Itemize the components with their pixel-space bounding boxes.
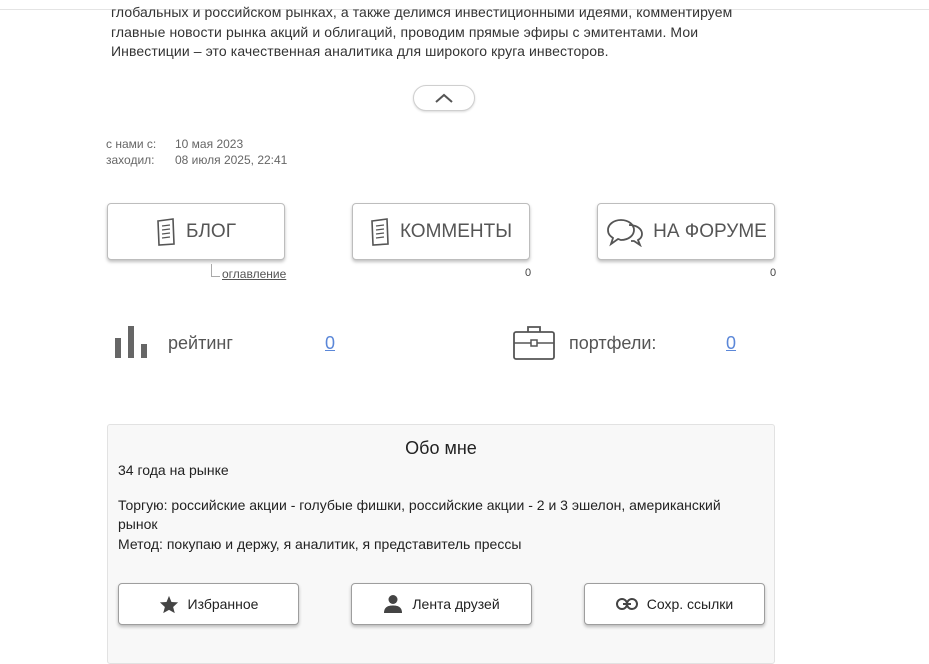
document-icon [156,218,178,246]
intro-line: глобальных и российском рынках, а также делимся инвестиционными идеями, комментируем [111,4,733,20]
star-icon [159,595,179,614]
favorites-button-label: Избранное [187,596,259,612]
chevron-up-icon [435,93,453,103]
about-experience: 34 года на рынке [118,462,229,478]
comments-count: 0 [525,267,532,279]
friends-feed-button[interactable] [351,583,532,625]
portfolios-label: портфели: [569,333,657,353]
forum-button[interactable] [597,203,775,260]
visited-label: заходил: [106,153,155,167]
about-title: Обо мне [405,438,477,458]
profile-intro-text [111,3,771,62]
rating-label: рейтинг [168,333,233,353]
about-trades: Торгую: российские акции - голубые фишки, российские акции - 2 и 3 эшелон, американский [118,497,721,513]
collapse-button[interactable] [413,85,475,111]
intro-line: Инвестиции – это качественная аналитика для широкого круга инвесторов. [111,43,609,59]
about-trades-cont: рынок [118,516,158,532]
saved-links-button-label: Сохр. ссылки [646,596,734,612]
saved-links-button[interactable] [584,583,765,625]
visited-value: 08 июля 2025, 22:41 [175,153,288,167]
toc-connector [211,264,220,277]
forum-button-label: НА ФОРУМЕ [653,220,767,242]
blog-button-label: БЛОГ [185,220,236,242]
person-icon [383,594,403,614]
link-icon [616,598,638,610]
about-method: Метод: покупаю и держу, я аналитик, я представитель прессы [118,536,522,552]
since-label: с нами с: [106,137,157,151]
briefcase-icon [513,325,555,361]
friends-feed-button-label: Лента друзей [412,596,500,612]
toc-link[interactable]: оглавление [222,267,287,281]
speech-bubbles-icon [605,217,645,247]
document-icon [370,218,392,246]
favorites-button[interactable] [118,583,299,625]
blog-button[interactable] [107,203,285,260]
since-value: 10 мая 2023 [175,137,244,151]
portfolios-value-link[interactable]: 0 [726,333,737,353]
forum-count: 0 [770,267,777,279]
about-panel [107,424,775,664]
bar-chart-icon [115,326,149,358]
comments-button-label: КОММЕНТЫ [399,220,513,242]
comments-button[interactable] [352,203,530,260]
rating-value-link[interactable]: 0 [325,333,336,353]
intro-line: главные новости рынка акций и облигаций, проводим прямые эфиры с эмитентами. Мои [111,23,699,40]
